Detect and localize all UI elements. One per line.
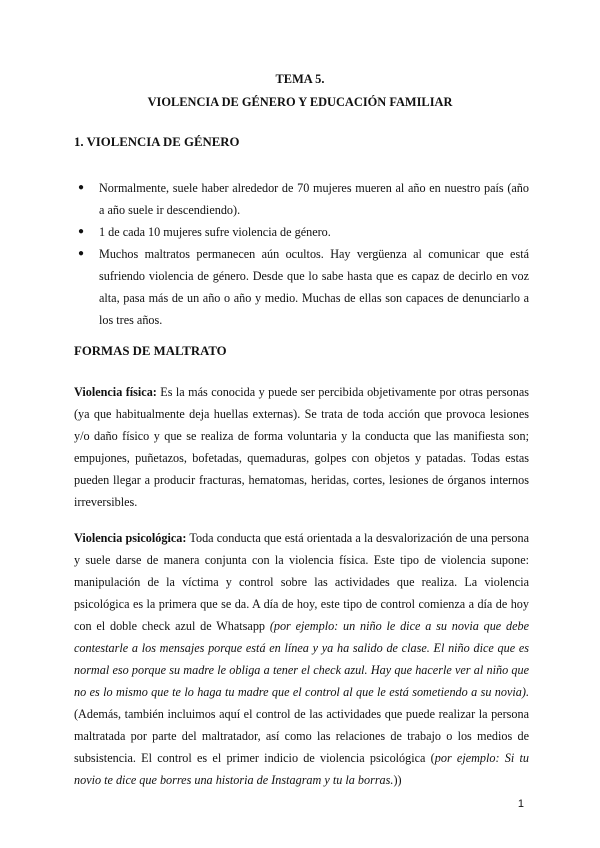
closing-parenthesis: )) <box>393 773 402 787</box>
bullet-icon: ● <box>78 248 85 259</box>
paragraph-violencia-fisica <box>74 381 529 513</box>
bullet-icon: ● <box>78 226 85 237</box>
list-item-text: 1 de cada 10 mujeres sufre violencia de género. <box>99 225 331 239</box>
term-violencia-fisica: Violencia física: <box>74 385 157 399</box>
example-instagram: por ejemplo: Si tu novio te dice que borres una historia de Instagram y tu la borras. <box>74 751 530 787</box>
definition-violencia-fisica: Es la más conocida y puede ser percibida objetivamente por otras personas (ya que habitualmente deja huellas externas). Se trata de toda acción que provoca lesiones y/o daño físico y que se realiza de forma voluntaria y la conducta que las manifiesta son; empujones, puñetazos, bofetadas, quemaduras, golpes con objetos y patadas. Todas estas pueden llegar a producir fracturas, hematomas, heridas, cortes, lesiones de órganos internos irreversibles. <box>74 385 529 509</box>
list-item <box>74 243 529 331</box>
section-heading-formas-maltrato: FORMAS DE MALTRATO <box>74 344 227 358</box>
statistics-list <box>74 177 529 331</box>
paragraph-violencia-psicologica <box>74 527 529 791</box>
list-item-text: Muchos maltratos permanecen aún ocultos. Hay vergüenza al comunicar que está sufriendo violencia de género. Desde que lo sabe hasta que es capaz de decirlo en voz alta, pasa más de un año o año y medio. Muchas de ellas son capaces de denunciarlo a los tres años. <box>99 247 529 327</box>
additional-control-text: (Además, también incluimos aquí el control de las actividades que puede realizar la persona maltratada por parte del maltratador, así como las relaciones de trabajo o los medios de subsistencia. El control es el primer indicio de violencia psicológica ( <box>74 707 529 765</box>
example-whatsapp: (por ejemplo: un niño le dice a su novia que debe contestarle a los mensajes porque está en línea y ya ha salido de clase. El niño dice que es normal eso porque su madre le obliga a tener el check azul. Hay que hacerle ver al niño que no es lo mismo que te lo haga tu madre que el control al que le está sometiendo a su novia). <box>74 619 530 699</box>
list-item <box>74 221 529 243</box>
section-heading-violencia-genero: 1. VIOLENCIA DE GÉNERO <box>74 135 240 149</box>
term-violencia-psicologica: Violencia psicológica: <box>74 531 187 545</box>
bullet-icon: ● <box>78 182 85 193</box>
page-number: 1 <box>517 798 524 810</box>
document-title: VIOLENCIA DE GÉNERO Y EDUCACIÓN FAMILIAR <box>147 95 453 109</box>
definition-violencia-psicologica: Toda conducta que está orientada a la desvalorización de una persona y suele darse de manera conjunta con la violencia física. Este tipo de violencia supone: manipulación de la víctima y control sobre las actividades que realiza. La violencia psicológica es la primera que se da. A día de hoy, este tipo de control comienza a día de hoy con el doble check azul de Whatsapp <box>74 531 529 633</box>
list-item-text: Normalmente, suele haber alrededor de 70 mujeres mueren al año en nuestro país (año a año suele ir descendiendo). <box>99 181 529 217</box>
topic-title: TEMA 5. <box>275 72 325 86</box>
list-item <box>74 177 529 221</box>
